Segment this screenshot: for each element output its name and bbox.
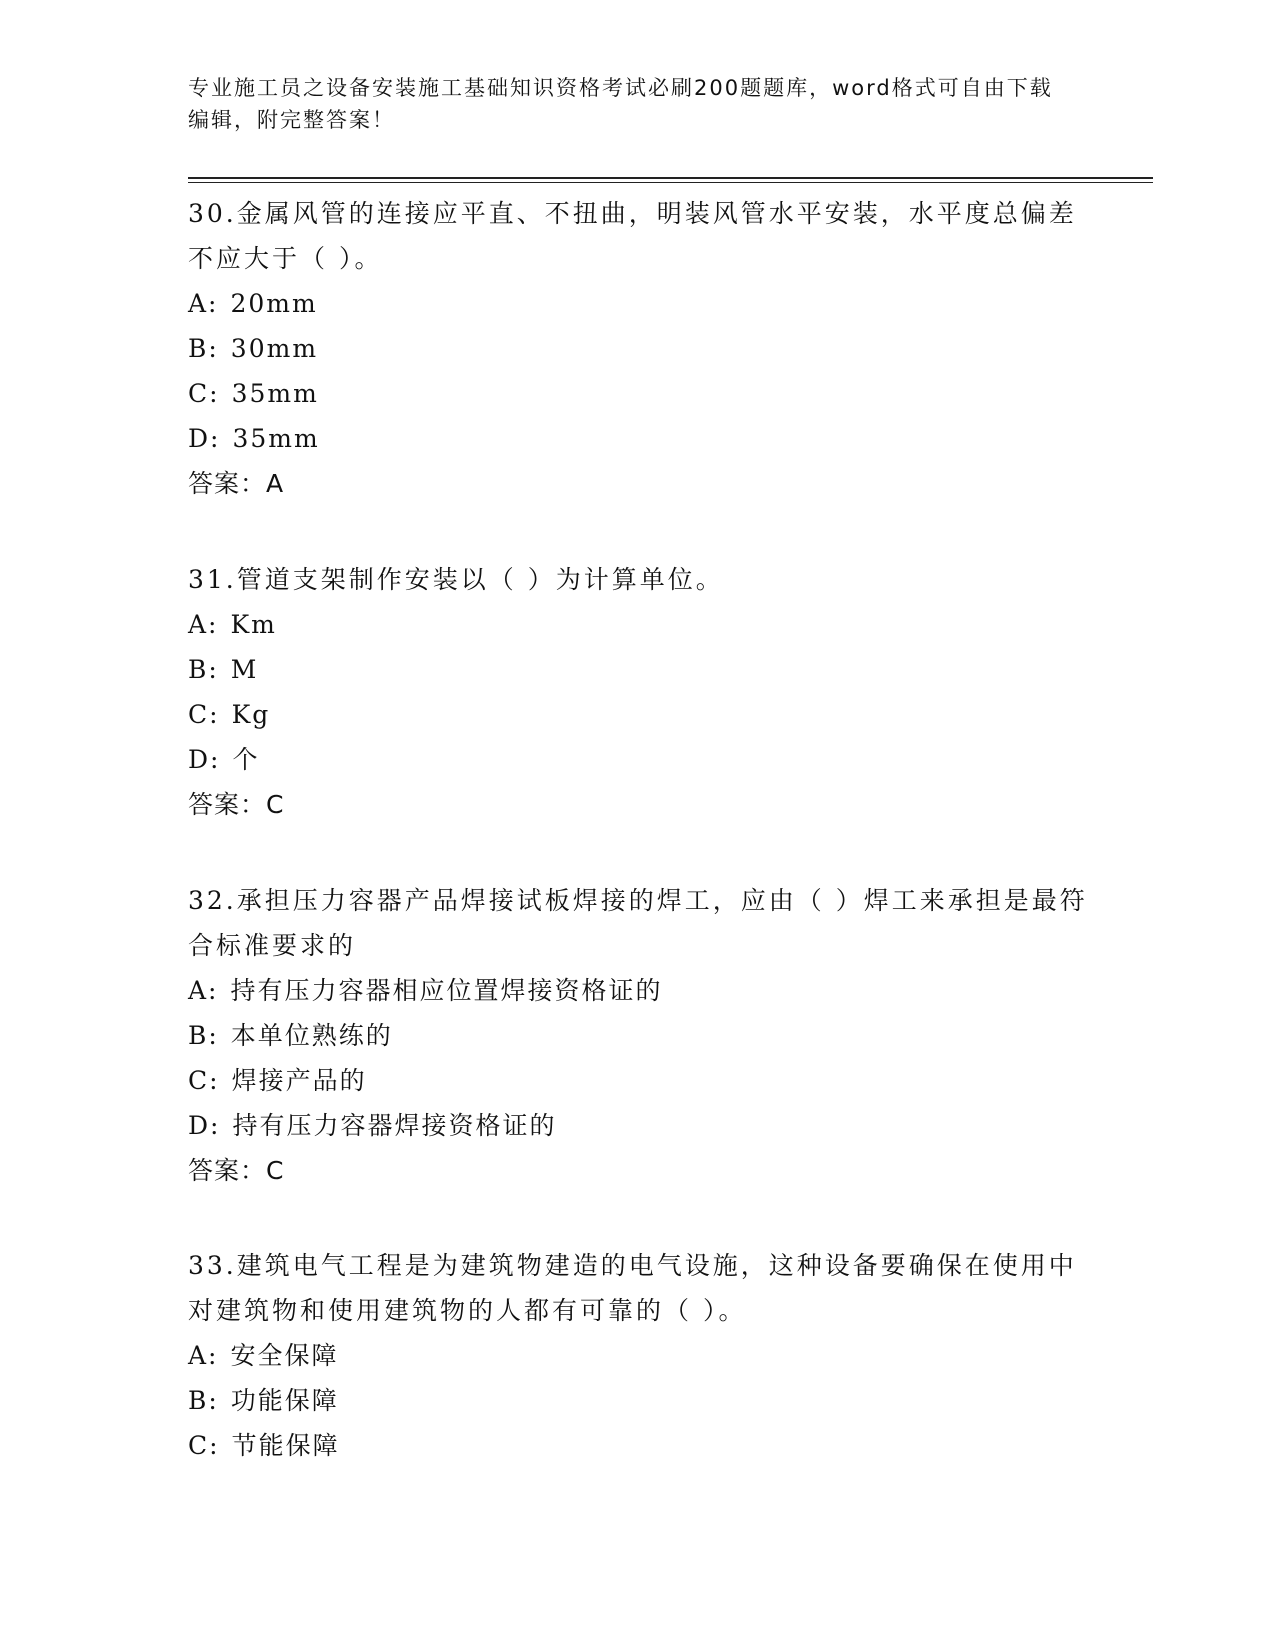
option-letter: A: xyxy=(188,1341,219,1370)
header-rule-thin xyxy=(188,182,1153,183)
option-text: Kg xyxy=(231,700,271,729)
option-text: 节能保障 xyxy=(231,1431,340,1460)
option-text: 持有压力容器相应位置焊接资格证的 xyxy=(230,976,663,1005)
option-c xyxy=(188,1423,1088,1468)
option-text: 安全保障 xyxy=(230,1341,339,1370)
answer-line: 答案：A xyxy=(188,469,285,498)
option-letter: C: xyxy=(188,1066,220,1095)
header-rule-thick xyxy=(188,177,1153,179)
option-text: 焊接产品的 xyxy=(231,1066,367,1095)
option-letter: D: xyxy=(188,424,221,453)
option-a xyxy=(188,968,1088,1013)
option-text: 35mm xyxy=(231,379,319,408)
option-letter: D: xyxy=(188,745,221,774)
question-stem: 33.建筑电气工程是为建筑物建造的电气设施，这种设备要确保在使用中对建筑物和使用建筑物的人都有可靠的（ ）。 xyxy=(188,1251,1077,1325)
question-32 xyxy=(188,878,1088,1193)
option-letter: B: xyxy=(188,1386,219,1415)
option-text: 本单位熟练的 xyxy=(230,1021,393,1050)
option-letter: A: xyxy=(188,976,219,1005)
option-b xyxy=(188,326,1088,371)
option-d xyxy=(188,1103,1088,1148)
option-b xyxy=(188,1013,1088,1058)
question-stem: 32.承担压力容器产品焊接试板焊接的焊工，应由（ ）焊工来承担是最符合标准要求的 xyxy=(188,886,1088,960)
option-text: 20mm xyxy=(230,289,318,318)
option-letter: C: xyxy=(188,700,220,729)
option-c xyxy=(188,1058,1088,1103)
option-b xyxy=(188,647,1088,692)
option-letter: B: xyxy=(188,1021,219,1050)
option-letter: C: xyxy=(188,379,220,408)
option-text: 35mm xyxy=(232,424,320,453)
question-31 xyxy=(188,557,1088,827)
option-c xyxy=(188,692,1088,737)
option-letter: A: xyxy=(188,610,219,639)
question-stem: 30.金属风管的连接应平直、不扭曲，明装风管水平安装，水平度总偏差不应大于（ ）。 xyxy=(188,199,1077,273)
option-text: 个 xyxy=(232,745,260,774)
option-text: 功能保障 xyxy=(230,1386,339,1415)
question-33 xyxy=(188,1243,1088,1468)
option-text: 持有压力容器焊接资格证的 xyxy=(232,1111,557,1140)
option-a xyxy=(188,281,1088,326)
option-letter: B: xyxy=(188,655,219,684)
answer-line: 答案：C xyxy=(188,790,285,819)
option-letter: A: xyxy=(188,289,219,318)
option-a xyxy=(188,602,1088,647)
option-letter: C: xyxy=(188,1431,220,1460)
option-c xyxy=(188,371,1088,416)
answer-line: 答案：C xyxy=(188,1156,285,1185)
document-header: 专业施工员之设备安装施工基础知识资格考试必刷200题题库，word格式可自由下载编辑，附完整答案！ xyxy=(188,76,1053,132)
option-letter: D: xyxy=(188,1111,221,1140)
option-text: M xyxy=(230,655,259,684)
question-30 xyxy=(188,191,1088,506)
option-d xyxy=(188,416,1088,461)
option-letter: B: xyxy=(188,334,219,363)
question-stem: 31.管道支架制作安装以（ ）为计算单位。 xyxy=(188,565,724,594)
option-a xyxy=(188,1333,1088,1378)
option-text: Km xyxy=(230,610,277,639)
option-text: 30mm xyxy=(230,334,319,363)
option-b xyxy=(188,1378,1088,1423)
option-d xyxy=(188,737,1088,782)
